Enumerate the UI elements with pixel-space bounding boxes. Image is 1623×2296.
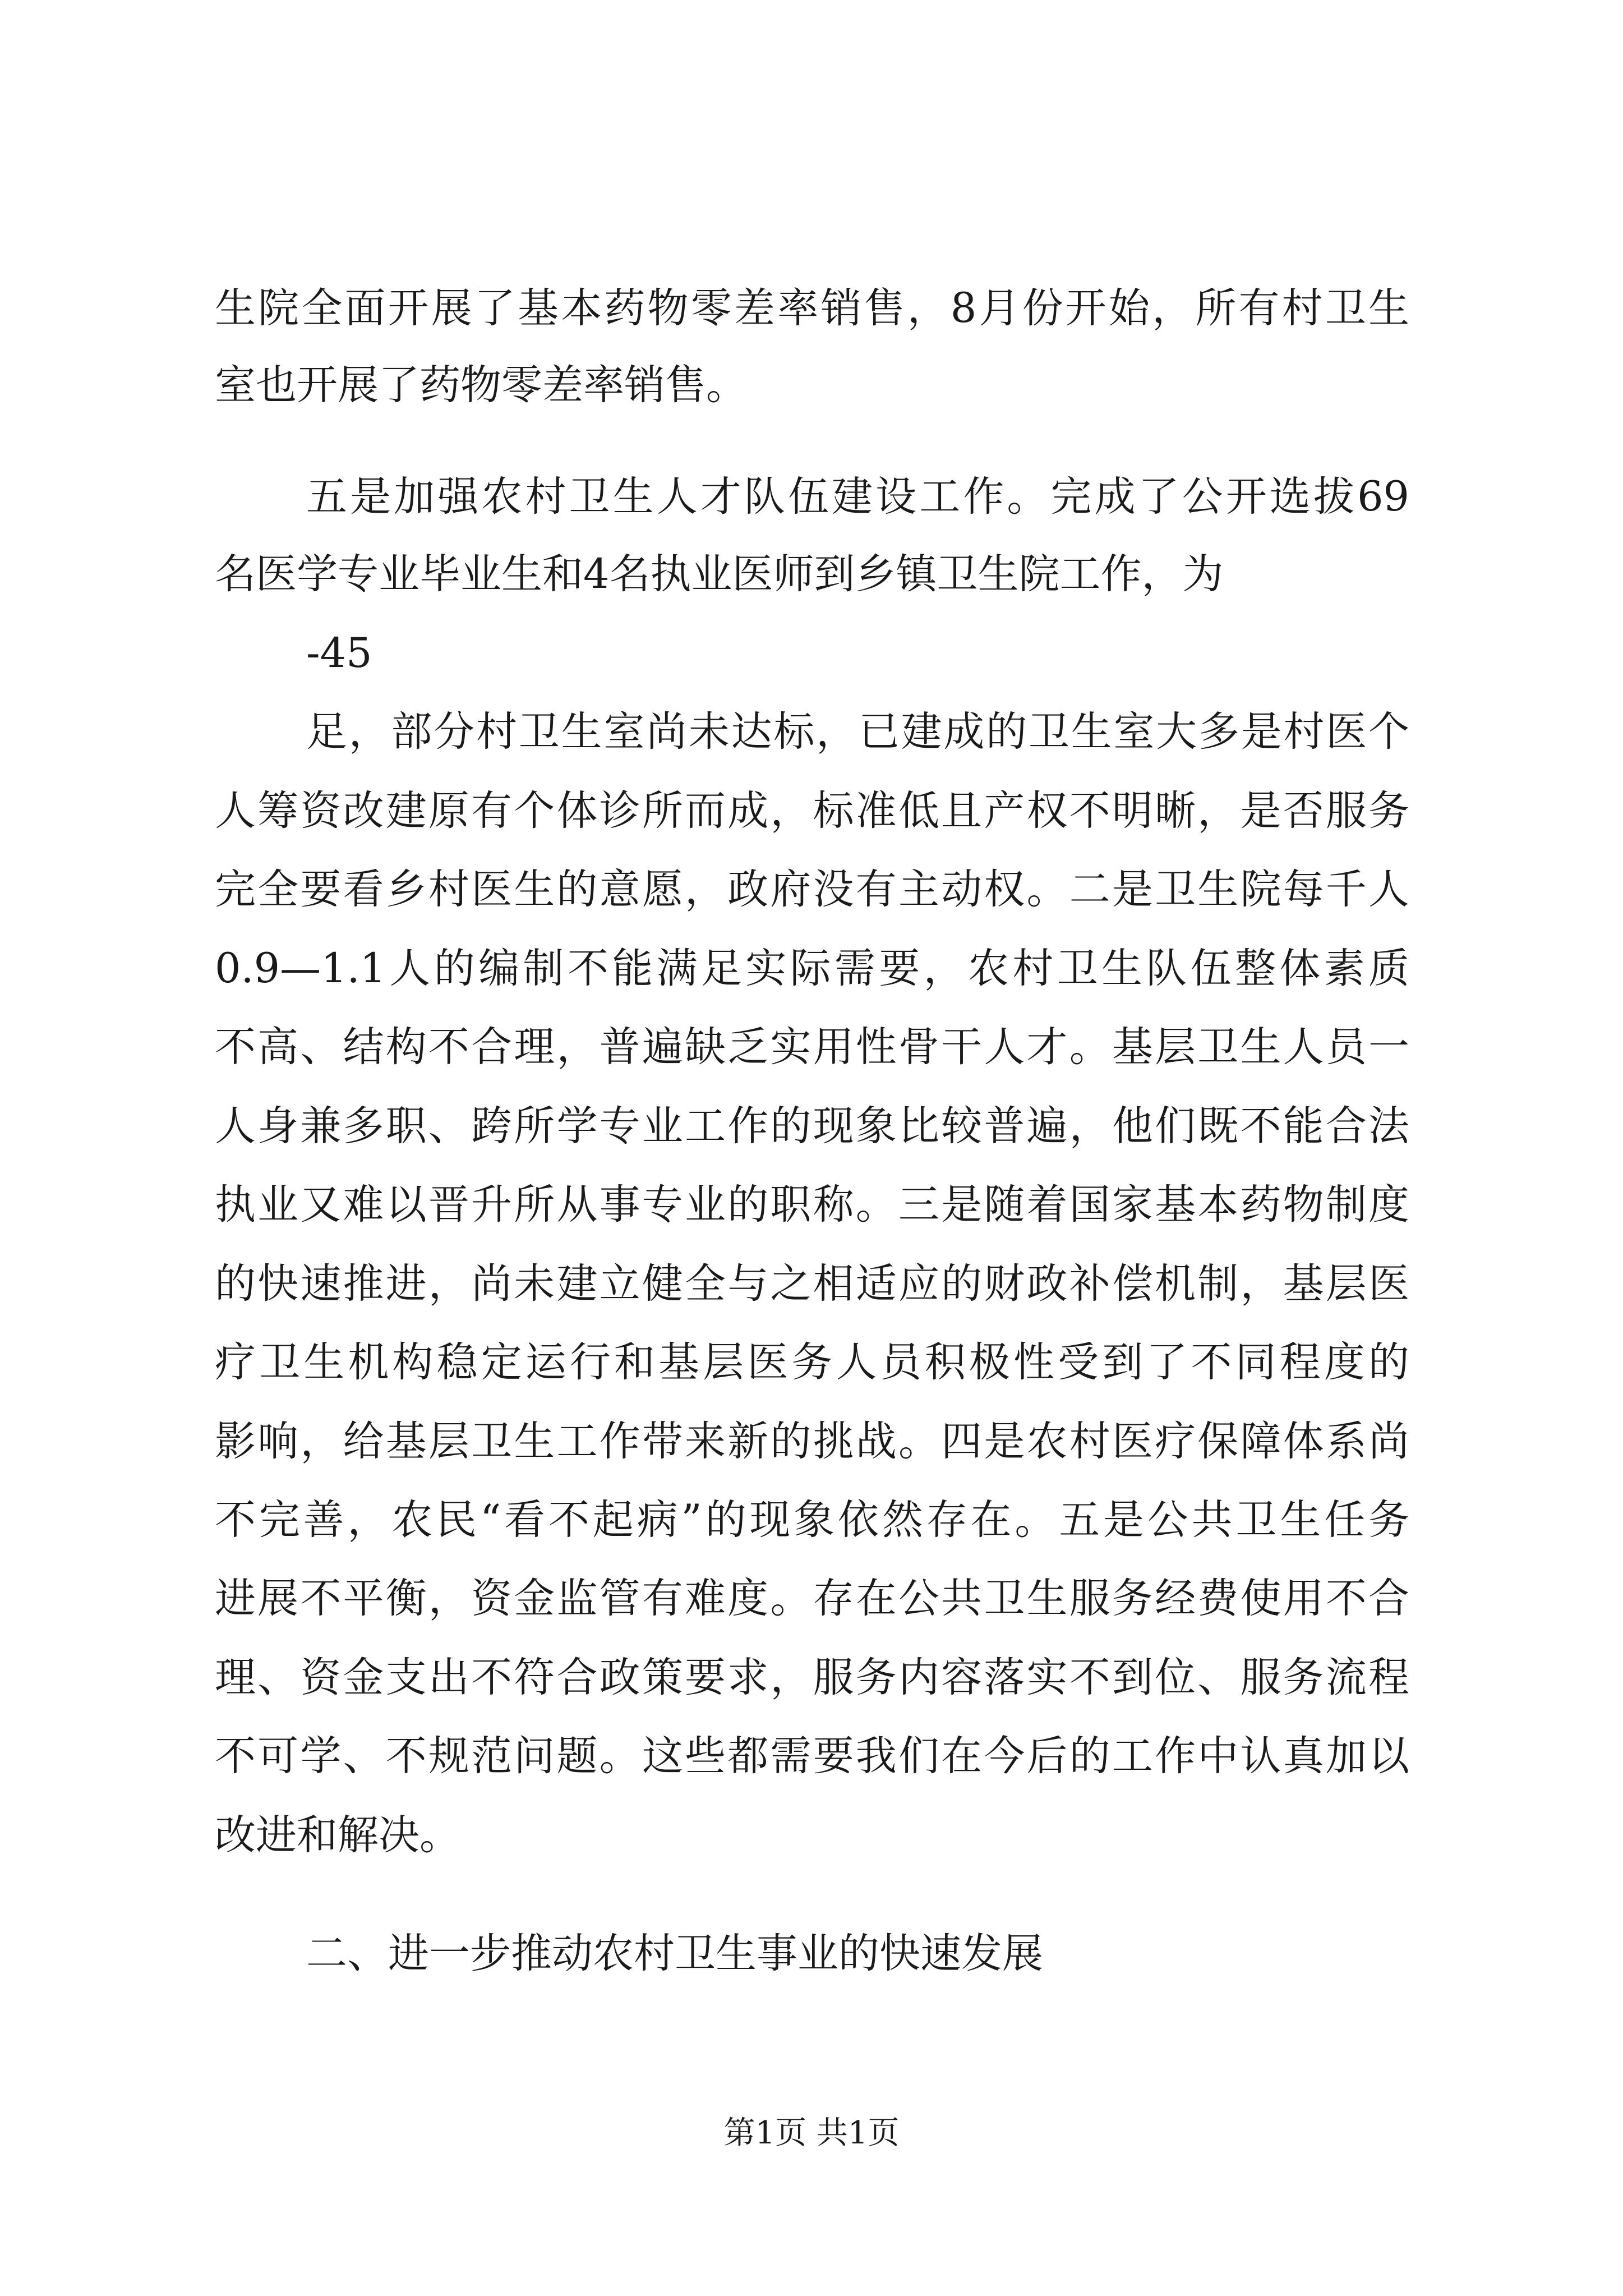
- text-line-15: 影响，给基层卫生工作带来新的挑战。四是农村医疗保障体系尚: [215, 1418, 1409, 1465]
- page-marker: -45: [306, 629, 372, 677]
- text-line-6: 足，部分村卫生室尚未达标，已建成的卫生室大多是村医个: [306, 708, 1409, 756]
- text-line-17: 进展不平衡，资金监管有难度。存在公共卫生服务经费使用不合: [215, 1575, 1409, 1622]
- section-heading: 二、进一步推动农村卫生事业的快速发展: [306, 1930, 1043, 1977]
- text-line-18: 理、资金支出不符合政策要求，服务内容落实不到位、服务流程: [215, 1654, 1409, 1701]
- text-line-16: 不完善，农民“看不起病”的现象依然存在。五是公共卫生任务: [215, 1496, 1409, 1544]
- text-line-12: 执业又难以晋升所从事专业的职称。三是随着国家基本药物制度: [215, 1181, 1409, 1228]
- text-line-20: 改进和解决。: [215, 1811, 460, 1859]
- text-line-1: 生院全面开展了基本药物零差率销售，8月份开始，所有村卫生: [215, 284, 1409, 332]
- page-footer: 第1页 共1页: [723, 2115, 900, 2151]
- text-line-8: 完全要看乡村医生的意愿，政府没有主动权。二是卫生院每千人: [215, 866, 1409, 913]
- text-line-14: 疗卫生机构稳定运行和基层医务人员积极性受到了不同程度的: [215, 1338, 1409, 1386]
- text-line-19: 不可学、不规范问题。这些都需要我们在今后的工作中认真加以: [215, 1732, 1409, 1780]
- text-line-11: 人身兼多职、跨所学专业工作的现象比较普遍，他们既不能合法: [215, 1102, 1409, 1150]
- text-line-4: 名医学专业毕业生和4名执业医师到乡镇卫生院工作，为: [215, 550, 1224, 598]
- text-line-2: 室也开展了药物零差率销售。: [215, 361, 747, 409]
- text-line-13: 的快速推进，尚未建立健全与之相适应的财政补偿机制，基层医: [215, 1260, 1409, 1308]
- text-line-7: 人筹资改建原有个体诊所而成，标准低且产权不明晰，是否服务: [215, 787, 1409, 835]
- text-line-10: 不高、结构不合理，普遍缺乏实用性骨干人才。基层卫生人员一: [215, 1023, 1409, 1071]
- text-line-3: 五是加强农村卫生人才队伍建设工作。完成了公开选拔69: [306, 473, 1409, 521]
- text-line-9: 0.9—1.1人的编制不能满足实际需要，农村卫生队伍整体素质: [215, 945, 1409, 992]
